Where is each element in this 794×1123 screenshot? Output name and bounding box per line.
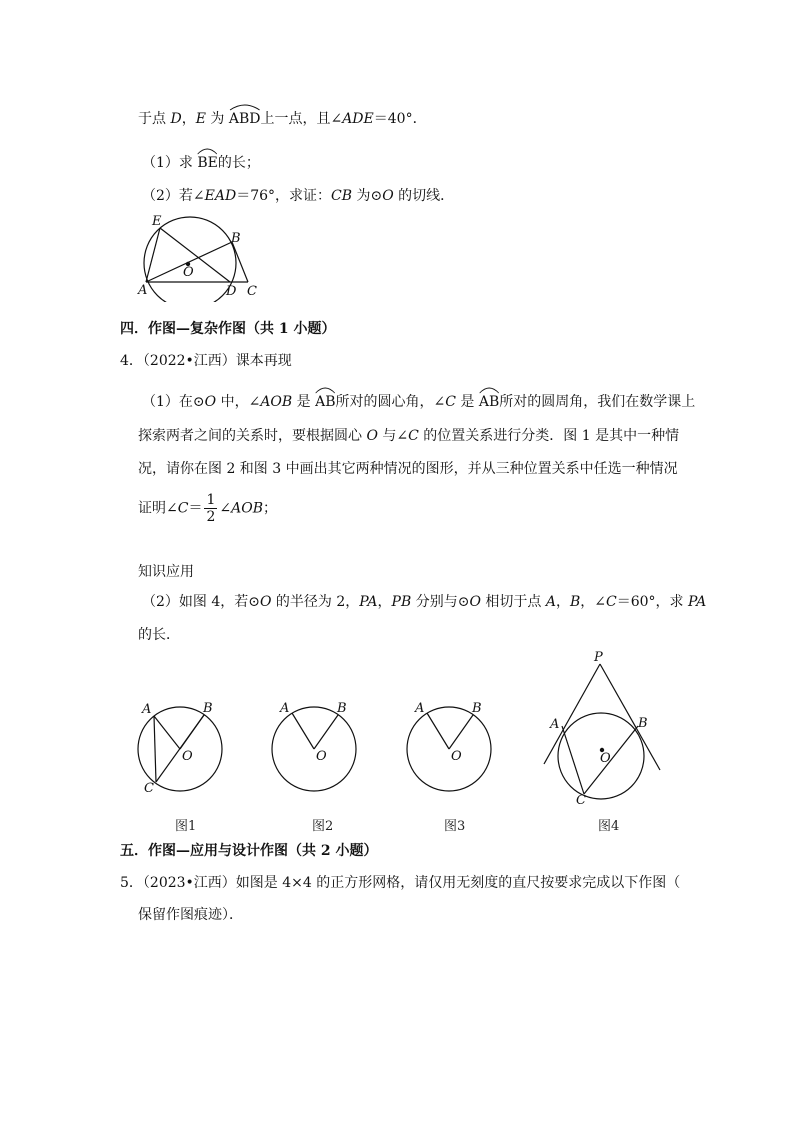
- label-B: B: [638, 716, 648, 731]
- figure-2: [270, 698, 366, 798]
- text: ∠: [219, 500, 232, 517]
- text: 上一点，且∠: [260, 111, 343, 127]
- text: 所对的圆周角，我们在数学课上: [499, 394, 696, 410]
- denominator: 2: [206, 509, 216, 525]
- figure-p3: [132, 210, 272, 302]
- var-PA: PA: [687, 594, 707, 610]
- text: ；: [263, 500, 277, 517]
- var-D: D: [170, 111, 182, 127]
- label-A: A: [280, 701, 290, 716]
- text: （2）如图 4，若⊙: [142, 594, 260, 610]
- arc-label: BE: [197, 155, 218, 171]
- radius-OA: [427, 713, 449, 749]
- label-D: D: [226, 284, 237, 299]
- text: ，: [181, 111, 196, 127]
- text: 的位置关系进行分类．图 1 是其中一种情: [418, 428, 680, 444]
- label-O: O: [316, 749, 327, 764]
- label-A: A: [138, 283, 148, 298]
- text: 于点: [138, 111, 171, 127]
- var-O: O: [382, 188, 394, 204]
- var-PA: PA: [359, 594, 378, 610]
- p4-q2-line2: 的长．: [138, 627, 180, 643]
- chord-BC: [584, 726, 638, 794]
- segment-ED: [160, 228, 230, 282]
- var-PB: PB: [391, 594, 412, 610]
- text: 证明∠: [138, 500, 178, 517]
- var-A: A: [545, 594, 556, 610]
- p4-heading: 4．（2022•江西）课本再现: [120, 353, 292, 369]
- caption-fig3: 图3: [444, 819, 466, 834]
- knowledge-heading: 知识应用: [138, 564, 194, 580]
- text: ＝40°．: [373, 111, 427, 127]
- numerator: 1: [206, 492, 216, 508]
- label-P: P: [594, 650, 603, 665]
- var-CB: CB: [331, 188, 353, 204]
- p4-line3: 况，请你在图 2 和图 3 中画出其它两种情况的图形，并从三种位置关系中任选一种情况: [138, 461, 678, 477]
- text: ＝76°，求证：: [236, 188, 332, 204]
- var-AOB: AOB: [260, 394, 293, 410]
- text: 的长；: [217, 155, 260, 171]
- var-C: C: [606, 594, 617, 610]
- text: （1）求: [142, 155, 198, 171]
- var-C: C: [408, 428, 419, 444]
- label-B: B: [203, 701, 213, 716]
- label-B: B: [231, 231, 241, 246]
- arc-label: AB: [478, 394, 500, 410]
- section5-title: 五．作图—应用与设计作图（共 2 小题）: [120, 843, 378, 859]
- var-C: C: [445, 394, 456, 410]
- caption-fig4: 图4: [598, 819, 620, 834]
- var-O: O: [204, 394, 217, 410]
- section4-title: 四．作图—复杂作图（共 1 小题）: [120, 321, 336, 337]
- radius-OB: [449, 715, 473, 749]
- p4-line4: [138, 492, 277, 525]
- var-O: O: [366, 428, 378, 444]
- label-A: A: [142, 702, 152, 717]
- p5-line1: 5．（2023•江西）如图是 4×4 的正方形网格，请仅用无刻度的直尺按要求完成以下作图（: [120, 875, 681, 891]
- var-ADE: ADE: [342, 111, 374, 127]
- text: （1）在⊙: [142, 394, 205, 410]
- label-E: E: [152, 214, 162, 229]
- fraction-half: [204, 492, 217, 525]
- radius-OA: [292, 713, 314, 749]
- label-C: C: [144, 781, 154, 796]
- arc-label: ABD: [228, 111, 261, 127]
- chord-CA: [154, 716, 156, 782]
- label-A: A: [550, 717, 560, 732]
- label-B: B: [472, 701, 482, 716]
- var-C: C: [177, 500, 189, 517]
- var-EAD: EAD: [204, 188, 237, 204]
- var-O: O: [469, 594, 481, 610]
- chord-AC: [562, 726, 584, 794]
- chord-CB: [156, 715, 204, 782]
- text: 中，∠: [216, 394, 261, 410]
- text: 是: [455, 394, 479, 410]
- label-A: A: [415, 701, 425, 716]
- text: 相切于点: [480, 594, 546, 610]
- label-C: C: [247, 284, 257, 299]
- radius-OA: [154, 716, 180, 749]
- text: 的切线．: [393, 188, 455, 204]
- text: 与∠: [377, 428, 409, 444]
- circle-O: [144, 217, 236, 302]
- p5-line2: 保留作图痕迹）．: [138, 907, 243, 923]
- var-AOB: AOB: [231, 500, 263, 517]
- arc-label: AB: [315, 394, 336, 410]
- p4-line1: [142, 391, 695, 411]
- p3-line1: [138, 108, 427, 128]
- text: 为⊙: [352, 188, 383, 204]
- text: 是: [292, 394, 316, 410]
- text: 为: [205, 111, 229, 127]
- text: 所对的圆心角，∠: [335, 394, 446, 410]
- text: 探索两者之间的关系时，要根据圆心: [138, 428, 367, 444]
- arc-AB: [479, 391, 499, 411]
- var-B: B: [569, 594, 581, 610]
- text: ＝60°，求: [616, 594, 688, 610]
- label-O: O: [182, 749, 193, 764]
- label-C: C: [576, 793, 586, 806]
- label-B: B: [337, 701, 347, 716]
- arc-ABD: [229, 108, 261, 128]
- label-O: O: [183, 265, 194, 280]
- text: （2）若∠: [142, 188, 205, 204]
- p3-part1: [142, 152, 260, 172]
- text: ，: [555, 594, 570, 610]
- radius-OB: [314, 715, 338, 749]
- p3-part2: [142, 187, 454, 205]
- text: ，: [377, 594, 392, 610]
- text: 分别与⊙: [411, 594, 470, 610]
- arc-BE: [197, 152, 218, 172]
- caption-fig1: 图1: [175, 819, 197, 834]
- figure-1: [136, 698, 232, 798]
- label-O: O: [600, 751, 611, 766]
- p4-line2: [138, 427, 679, 445]
- arc-AB: [315, 391, 335, 411]
- var-O: O: [260, 594, 272, 610]
- var-E: E: [195, 111, 206, 127]
- p4-q2-line1: [142, 593, 706, 611]
- label-O: O: [451, 749, 462, 764]
- figure-4: [538, 646, 668, 806]
- figure-3: [405, 698, 501, 798]
- text: 的半径为 2，: [271, 594, 360, 610]
- caption-fig2: 图2: [312, 819, 334, 834]
- text: ，∠: [580, 594, 606, 610]
- text: ＝: [188, 500, 203, 517]
